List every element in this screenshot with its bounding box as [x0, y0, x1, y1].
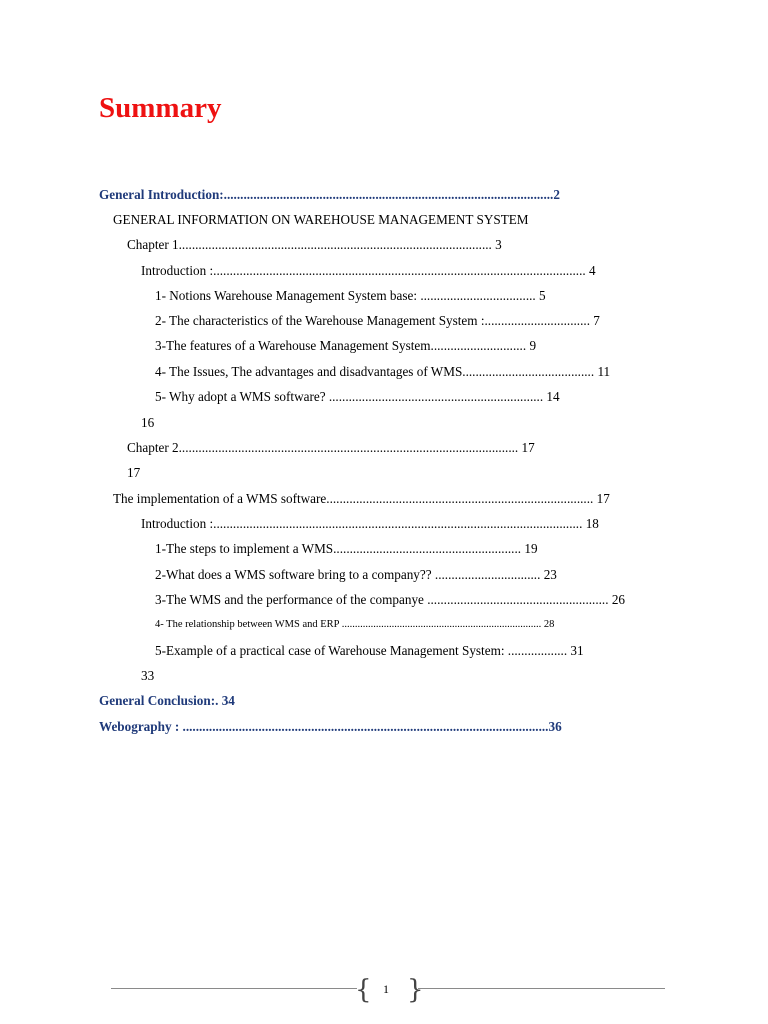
toc-entry-general-introduction[interactable]: General Introduction:....................................................................................................2 — [99, 187, 560, 202]
toc-entry-part-2-heading[interactable]: The implementation of a WMS software................................................................................. 17 — [113, 491, 610, 506]
page-number: 1 — [383, 982, 389, 996]
toc-entry-ch1-section-5[interactable]: 5- Why adopt a WMS software? ................................................................. 14 — [155, 389, 560, 404]
toc-entry-ch2-section-1[interactable]: 1-The steps to implement a WMS......................................................... 19 — [155, 541, 538, 556]
page-number-close-brace: } — [407, 975, 424, 1005]
footer-rule-right — [418, 988, 665, 989]
toc-entry-webography[interactable]: Webography : ...............................................................................................................36 — [99, 719, 562, 734]
toc-entry-chapter-2[interactable]: Chapter 2....................................................................................................... 17 — [127, 440, 535, 455]
toc-entry-ch2-section-2[interactable]: 2-What does a WMS software bring to a company?? ................................ 23 — [155, 567, 557, 582]
toc-stray-page-number: 16 — [141, 415, 155, 430]
toc-entry-ch2-introduction[interactable]: Introduction :................................................................................................................ 18 — [141, 516, 599, 531]
toc-entry-ch1-introduction[interactable]: Introduction :................................................................................................................. 4 — [141, 263, 596, 278]
toc-entry-ch2-section-5[interactable]: 5-Example of a practical case of Warehouse Management System: .................. 31 — [155, 643, 584, 658]
toc-stray-page-number: 33 — [141, 668, 155, 683]
toc-entry-ch2-section-3[interactable]: 3-The WMS and the performance of the companye ....................................................... 26 — [155, 592, 626, 607]
toc-entry-ch2-section-4[interactable]: 4- The relationship between WMS and ERP ............................................................................ 28 — [155, 619, 555, 630]
page-title: Summary — [99, 92, 222, 124]
toc-stray-page-number: 17 — [127, 465, 141, 480]
page-number-open-brace: { — [355, 975, 372, 1005]
toc-entry-ch1-section-2[interactable]: 2- The characteristics of the Warehouse Management System :................................ 7 — [155, 313, 600, 328]
toc-entry-chapter-1[interactable]: Chapter 1............................................................................................... 3 — [127, 237, 502, 252]
toc-entry-ch1-section-3[interactable]: 3-The features of a Warehouse Management System............................. 9 — [155, 338, 537, 353]
toc-entry-ch1-section-1[interactable]: 1- Notions Warehouse Management System base: ................................... 5 — [155, 288, 546, 303]
toc-entry-general-conclusion[interactable]: General Conclusion:. 34 — [99, 693, 235, 708]
toc-entry-part-1-heading[interactable]: GENERAL INFORMATION ON WAREHOUSE MANAGEMENT SYSTEM — [113, 212, 529, 227]
toc-entry-ch1-section-4[interactable]: 4- The Issues, The advantages and disadvantages of WMS........................................ 11 — [155, 364, 611, 379]
footer-rule-left — [111, 988, 357, 989]
